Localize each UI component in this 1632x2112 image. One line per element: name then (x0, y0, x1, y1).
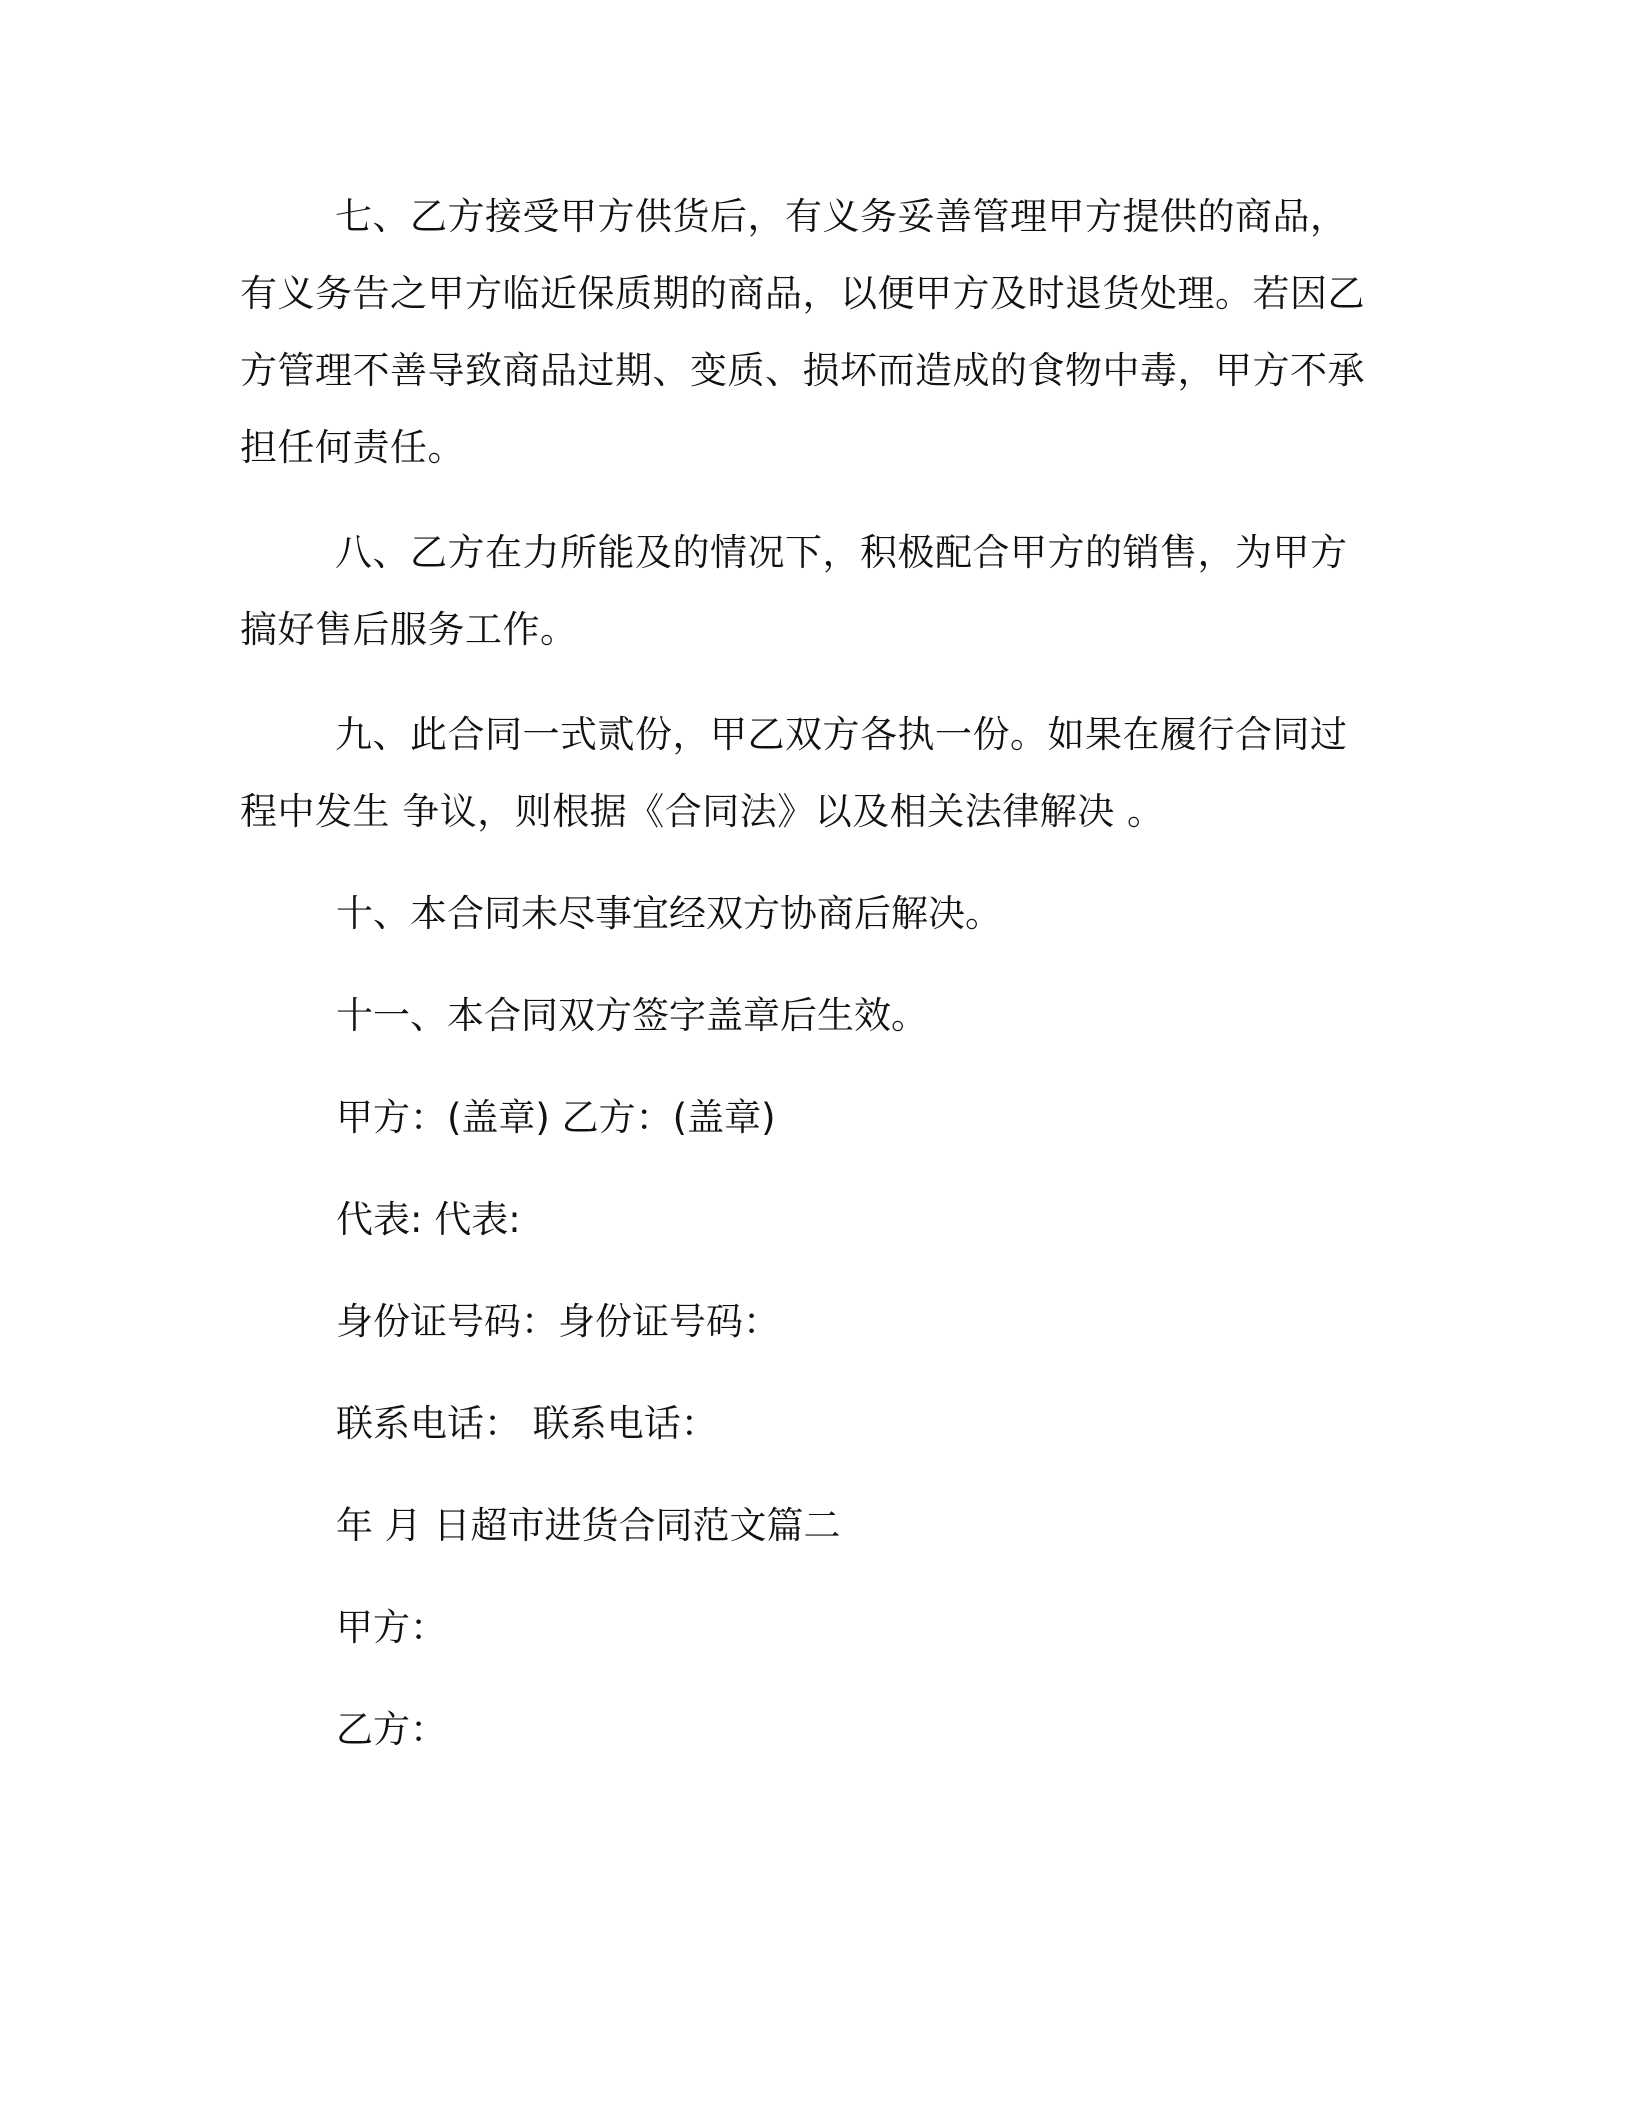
signature-party-line: 甲方：(盖章) 乙方：(盖章) (336, 1096, 776, 1139)
clause-8: 八、乙方在力所能及的情况下，积极配合甲方的销售，为甲方搞好售后服务工作。 (240, 531, 1348, 651)
date-and-next-title-line: 年 月 日超市进货合同范文篇二 (336, 1504, 841, 1547)
representative-line: 代表: 代表: (336, 1198, 521, 1241)
party-b-line: 乙方： (336, 1708, 447, 1751)
party-a-line: 甲方： (336, 1606, 447, 1649)
clause-10: 十、本合同未尽事宜经双方协商后解决。 (336, 892, 1002, 935)
clause-7: 七、乙方接受甲方供货后，有义务妥善管理甲方提供的商品，有义务告之甲方临近保质期的商品，以便甲方及时退货处理。若因乙方管理不善导致商品过期、变质、损坏而造成的食物中毒，甲方不承担任何责任。 (240, 195, 1365, 469)
phone-line: 联系电话： 联系电话： (336, 1402, 718, 1445)
clause-11: 十一、本合同双方签字盖章后生效。 (336, 994, 928, 1037)
id-number-line: 身份证号码：身份证号码： (336, 1300, 780, 1343)
clause-9: 九、此合同一式贰份，甲乙双方各执一份。如果在履行合同过程中发生 争议，则根据《合同法》以及相关法律解决 。 (240, 713, 1348, 833)
